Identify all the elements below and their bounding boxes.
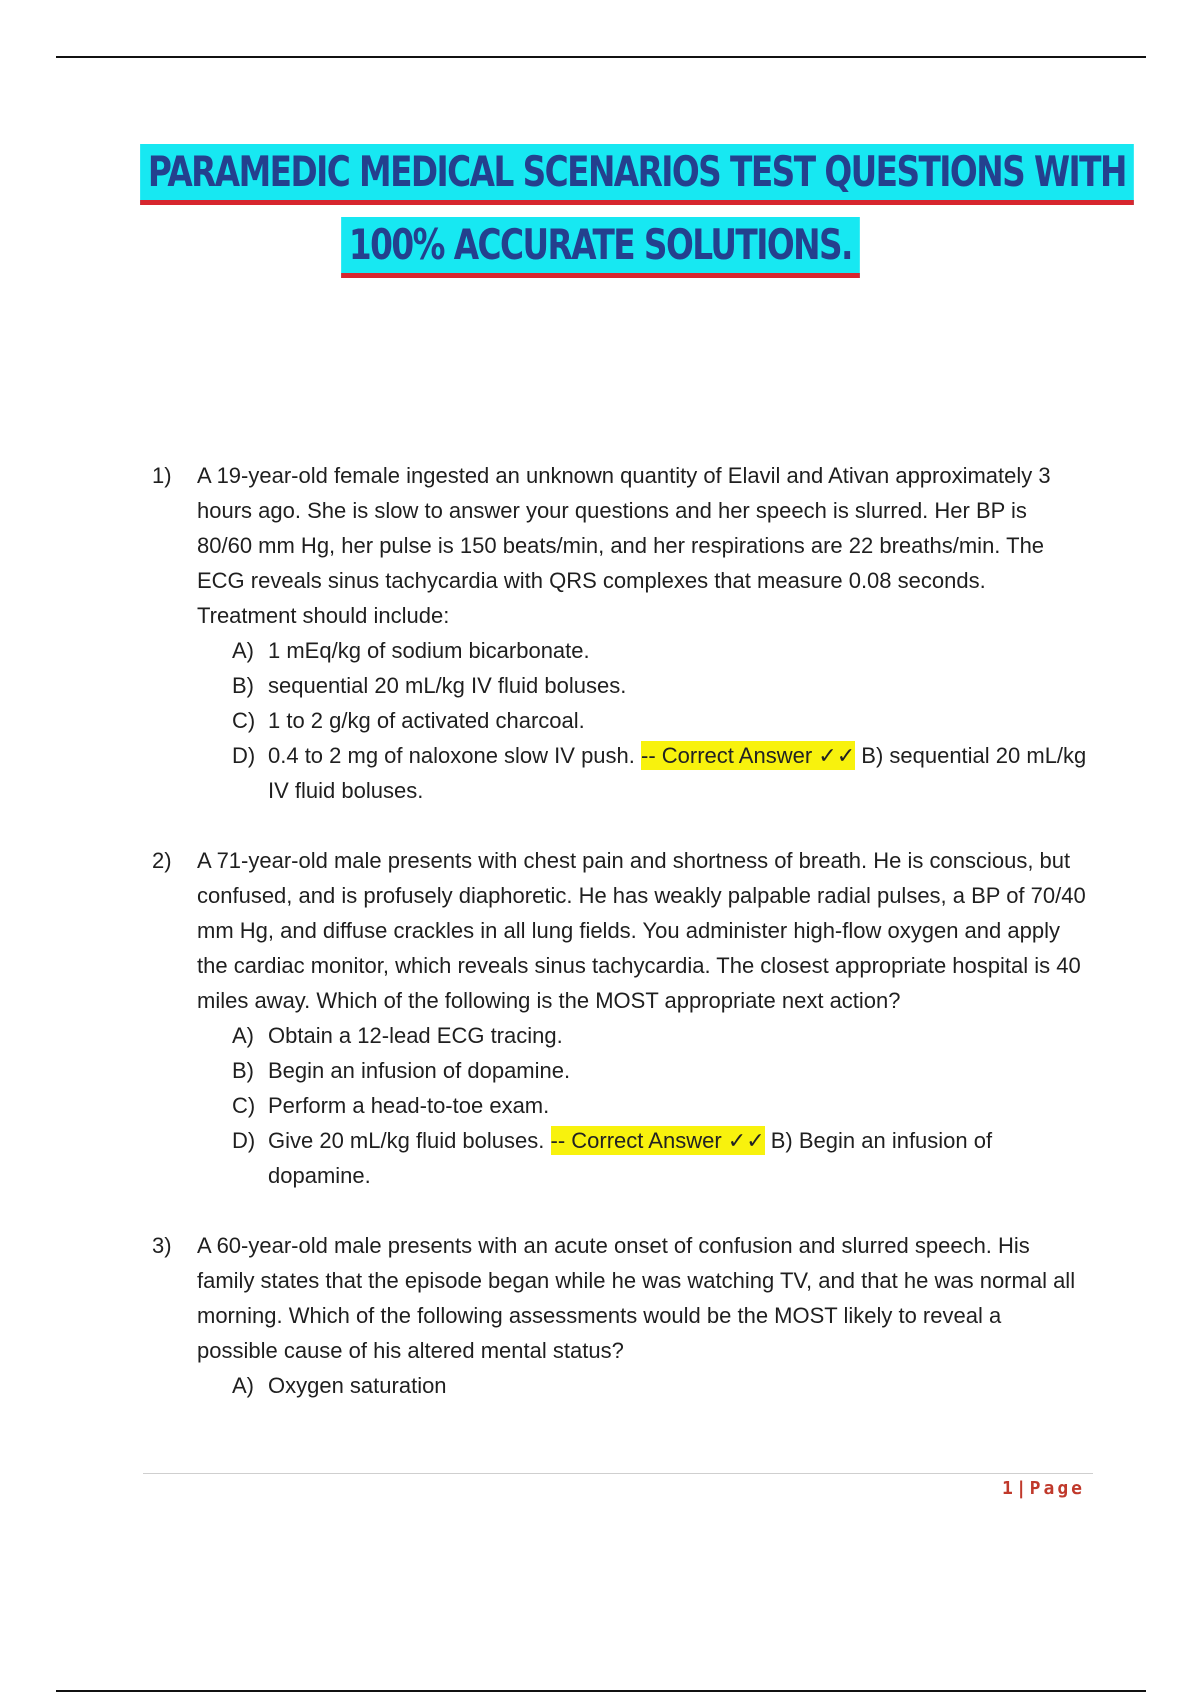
question-stem: A 19-year-old female ingested an unknown quantity of Elavil and Ativan approximately 3 hours ago. She is slow to answer your questions and her speech is slurred. Her BP is 80/60 mm Hg, her pulse is 150 beats/min, and her respirations are 22 breaths/min. The ECG reveals sinus tachycardia with QRS complexes that measure 0.08 seconds. Treatment should include: bbox=[197, 463, 1051, 628]
option-text: 1 to 2 g/kg of activated charcoal. bbox=[268, 708, 585, 733]
question-list bbox=[152, 458, 1087, 1438]
option-letter: A) bbox=[232, 638, 254, 663]
question-stem: A 71-year-old male presents with chest pain and shortness of breath. He is conscious, but confused, and is profusely diaphoretic. He has weakly palpable radial pulses, a BP of 70/40 mm Hg, and diffuse crackles in all lung fields. You administer high-flow oxygen and apply the cardiac monitor, which reveals sinus tachycardia. The closest appropriate hospital is 40 miles away. Which of the following is the MOST appropriate next action? bbox=[197, 848, 1086, 1013]
question-2 bbox=[152, 843, 1087, 1193]
question-3 bbox=[152, 1228, 1087, 1403]
top-rule bbox=[56, 56, 1146, 58]
option-b bbox=[232, 1053, 1087, 1088]
document-title bbox=[0, 144, 1200, 278]
option-letter: A) bbox=[232, 1373, 254, 1398]
option-letter: B) bbox=[232, 1058, 254, 1083]
option-text: Oxygen saturation bbox=[268, 1373, 447, 1398]
option-text: Begin an infusion of dopamine. bbox=[268, 1058, 571, 1083]
option-letter: C) bbox=[232, 708, 256, 733]
correct-answer-text: B) sequential 20 mL/kg IV fluid boluses. bbox=[268, 743, 1087, 803]
option-a bbox=[232, 1018, 1087, 1053]
correct-answer-label: -- Correct Answer ✓✓ bbox=[550, 1128, 765, 1153]
option-text: Obtain a 12-lead ECG tracing. bbox=[268, 1023, 563, 1048]
title-line-1: PARAMEDIC MEDICAL SCENARIOS TEST QUESTIONS WITH bbox=[140, 144, 1134, 205]
footer-rule bbox=[143, 1473, 1093, 1474]
option-text: 1 mEq/kg of sodium bicarbonate. bbox=[268, 638, 590, 663]
option-b bbox=[232, 668, 1087, 703]
option-letter: D) bbox=[232, 1128, 256, 1153]
bottom-rule bbox=[56, 1690, 1146, 1692]
option-list bbox=[197, 1018, 1087, 1193]
option-list bbox=[197, 633, 1087, 808]
option-a bbox=[232, 1368, 1087, 1403]
question-number: 1) bbox=[152, 463, 172, 488]
option-list bbox=[197, 1368, 1087, 1403]
option-text: Perform a head-to-toe exam. bbox=[268, 1093, 550, 1118]
option-text: Give 20 mL/kg fluid boluses. bbox=[268, 1128, 545, 1153]
option-text: sequential 20 mL/kg IV fluid boluses. bbox=[268, 673, 627, 698]
option-c bbox=[232, 703, 1087, 738]
question-stem: A 60-year-old male presents with an acute onset of confusion and slurred speech. His family states that the episode began while he was watching TV, and that he was normal all morning. Which of the following assessments would be the MOST likely to reveal a possible cause of his altered mental status? bbox=[197, 1233, 1076, 1363]
question-number: 2) bbox=[152, 848, 172, 873]
option-d bbox=[232, 738, 1087, 808]
question-1 bbox=[152, 458, 1087, 808]
option-c bbox=[232, 1088, 1087, 1123]
option-text: 0.4 to 2 mg of naloxone slow IV push. bbox=[268, 743, 635, 768]
correct-answer-label: -- Correct Answer ✓✓ bbox=[641, 743, 856, 768]
option-letter: B) bbox=[232, 673, 254, 698]
correct-answer-text: B) Begin an infusion of dopamine. bbox=[268, 1128, 993, 1188]
page-number: 1|Page bbox=[1001, 1478, 1085, 1499]
title-line-2: 100% ACCURATE SOLUTIONS. bbox=[341, 217, 860, 278]
option-letter: A) bbox=[232, 1023, 254, 1048]
option-letter: D) bbox=[232, 743, 256, 768]
option-letter: C) bbox=[232, 1093, 256, 1118]
option-a bbox=[232, 633, 1087, 668]
question-number: 3) bbox=[152, 1233, 172, 1258]
option-d bbox=[232, 1123, 1087, 1193]
